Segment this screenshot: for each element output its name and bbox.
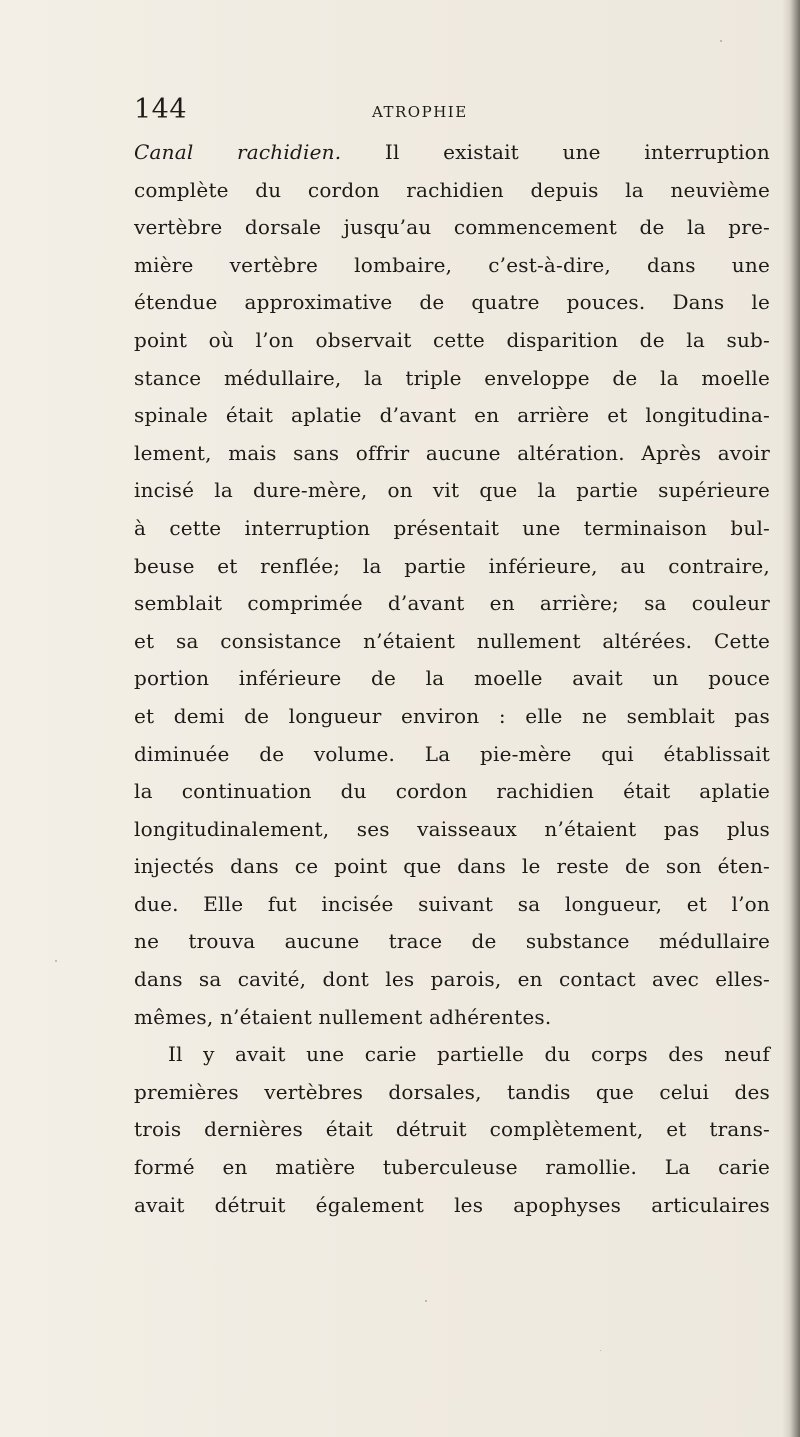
text-line: due. Elle fut incisée suivant sa longueur, et l’on [134,891,770,916]
page-edge-shadow [782,0,800,1437]
text-line: spinale était aplatie d’avant en arrière et longitudina- [134,403,770,428]
text-line: Il y avait une carie partielle du corps des neuf [168,1042,770,1067]
text-line: point où l’on observait cette disparition de la sub- [134,327,770,352]
text-line: mêmes, n’étaient nullement adhérentes. [134,1004,552,1029]
page-header [134,95,714,131]
text-line: trois dernières était détruit complètement, et trans- [134,1117,770,1142]
page-number: 144 [134,94,188,125]
text-line: portion inférieure de la moelle avait un pouce [134,666,770,691]
section-lead: Canal rachidien. [134,140,342,164]
text-line: complète du cordon rachidien depuis la neuvième [134,177,770,202]
body-text [134,134,770,1224]
text-line: mière vertèbre lombaire, c’est-à-dire, dans une [134,252,770,277]
text-line: premières vertèbres dorsales, tandis que celui des [134,1079,770,1104]
text-line: longitudinalement, ses vaisseaux n’étaient pas plus [134,816,770,841]
text-line: et demi de longueur environ : elle ne semblait pas [134,703,770,728]
text-line: étendue approximative de quatre pouces. Dans le [134,290,770,315]
text-line-rest: Il existait une interruption [341,140,770,164]
text-line: la continuation du cordon rachidien était aplatie [134,779,770,804]
running-head: ATROPHIE [372,103,468,121]
text-line: diminuée de volume. La pie-mère qui établissait [134,741,770,766]
text-line: ne trouva aucune trace de substance médullaire [134,929,770,954]
text-line: semblait comprimée d’avant en arrière; sa couleur [134,591,770,616]
text-line: dans sa cavité, dont les parois, en contact avec elles- [134,967,770,992]
paper-speck [720,40,722,42]
paper-speck [425,1300,427,1302]
paper-speck [600,1350,601,1351]
text-line: vertèbre dorsale jusqu’au commencement de la pre- [134,215,770,240]
text-line: incisé la dure-mère, on vit que la partie supérieure [134,478,770,503]
text-line: stance médullaire, la triple enveloppe de la moelle [134,365,770,390]
text-line: formé en matière tuberculeuse ramollie. La carie [134,1155,770,1180]
text-line: lement, mais sans offrir aucune altération. Après avoir [134,440,770,465]
text-line: beuse et renflée; la partie inférieure, au contraire, [134,553,770,578]
text-line: et sa consistance n’étaient nullement altérées. Cette [134,628,770,653]
paper-speck [55,960,57,962]
text-line: avait détruit également les apophyses articulaires [134,1192,770,1217]
text-line: injectés dans ce point que dans le reste de son éten- [134,854,770,879]
text-line: à cette interruption présentait une terminaison bul- [134,515,770,540]
text-line [134,134,770,172]
